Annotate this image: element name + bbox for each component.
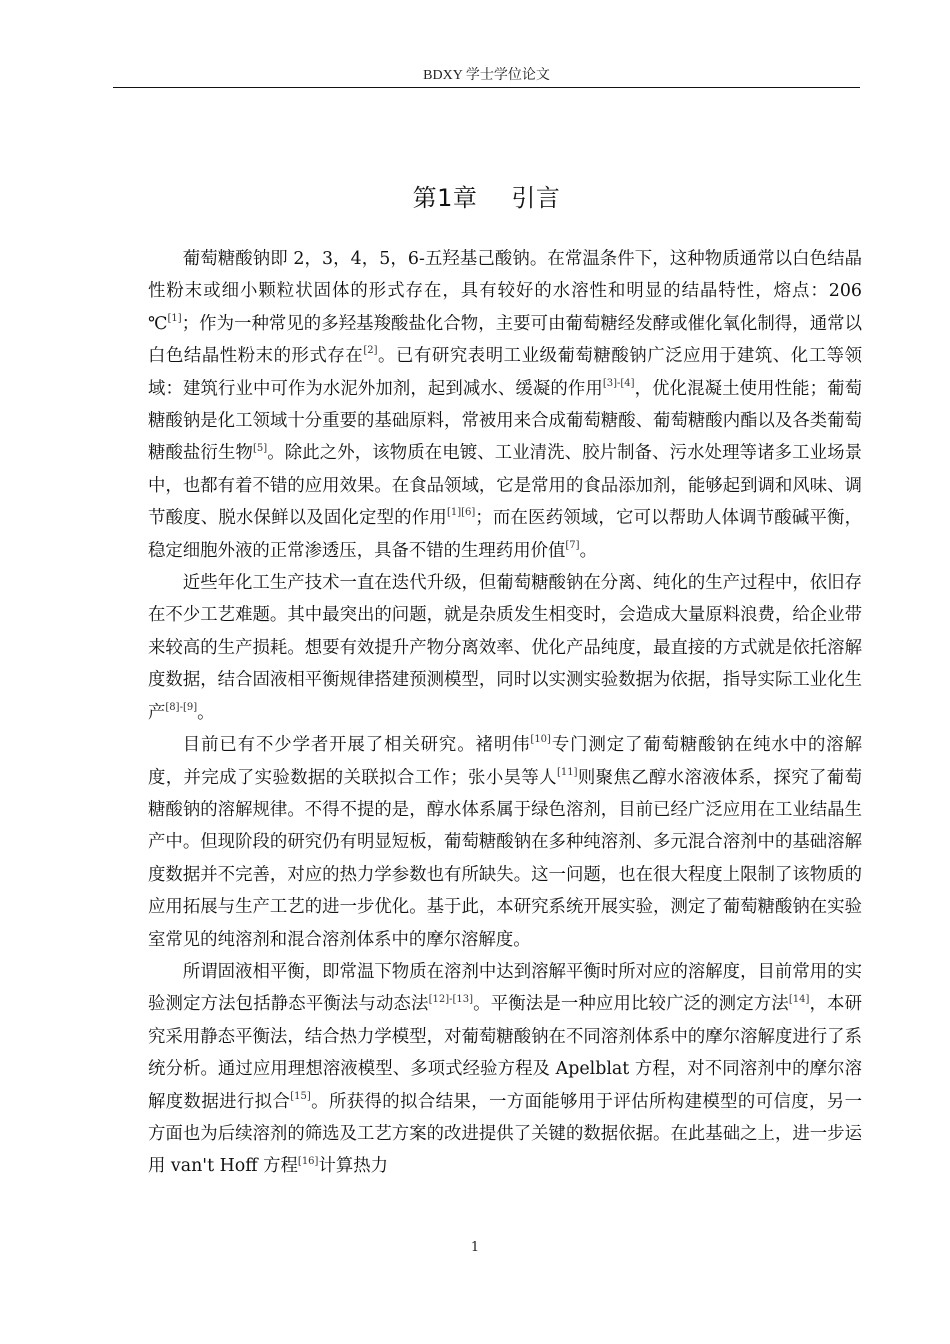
- citation-ref: [15]: [290, 1090, 311, 1102]
- body-paragraph: [148, 729, 862, 956]
- text-run: ；而在医药领域，它可以帮助人体调节酸碱平衡，稳定细胞外液的正常渗透压，具备不错的生理药用价值: [148, 508, 862, 561]
- citation-ref: [7]: [565, 539, 580, 551]
- citation-ref: [8]-[9]: [165, 701, 198, 713]
- citation-ref: [5]: [252, 442, 268, 454]
- text-run: 。: [579, 540, 597, 561]
- text-run: 则聚焦乙醇水溶液体系，探究了葡萄糖酸钠的溶解规律。不得不提的是，醇水体系属于绿色溶剂，目前已经广泛应用在工业结晶生产中。但现阶段的研究仍有明显短板，葡萄糖酸钠在多种纯溶剂、多元混合溶剂中的基础溶解度数据并不完善，对应的热力学参数也有所缺失。这一问题，也在很大程度上限制了该物质的应用拓展与生产工艺的进一步优化。基于此，本研究系统开展实验，测定了葡萄糖酸钠在实验室常见的纯溶剂和混合溶剂体系中的摩尔溶解度。: [148, 767, 862, 950]
- text-run: 。所获得的拟合结果，一方面能够用于评估所构建模型的可信度，另一方面也为后续溶剂的筛选及工艺方案的改进提供了关键的数据依据。在此基础之上，进一步运用 van't Hoff 方程: [148, 1091, 862, 1177]
- body-paragraph: [148, 956, 862, 1183]
- citation-ref: [12]-[13]: [428, 993, 474, 1005]
- citation-ref: [11]: [556, 766, 578, 778]
- header-divider: [113, 87, 860, 88]
- citation-ref: [10]: [530, 734, 551, 746]
- text-run: 。平衡法是一种应用比较广泛的测定方法: [473, 994, 789, 1015]
- text-run: 所谓固液相平衡，即常温下物质在溶剂中达到溶解平衡时所对应的溶解度，目前常用的实验测定方法包括静态平衡法与动态法: [148, 961, 862, 1015]
- chapter-number: 第1章: [412, 184, 478, 212]
- text-run: 计算热力: [318, 1156, 389, 1177]
- body-paragraph: [148, 243, 862, 567]
- text-run: 。: [197, 702, 215, 723]
- chapter-title: 引言: [511, 184, 561, 212]
- citation-ref: [14]: [788, 993, 810, 1005]
- chapter-heading: [113, 178, 860, 213]
- running-header: BDXY 学士学位论文: [423, 68, 550, 83]
- text-run: ，优化混凝土使用性能；葡萄糖酸钠是化工领域十分重要的基础原料，常被用来合成葡萄糖酸、葡萄糖酸内酯以及各类葡萄糖酸盐衍生物: [148, 378, 862, 464]
- page-number: 1: [470, 1240, 480, 1255]
- text-run: 葡萄糖酸钠即 2，3，4，5，6-五羟基己酸钠。在常温条件下，这种物质通常以白色结晶性粉末或细小颗粒状固体的形式存在，具有较好的水溶性和明显的结晶特性，熔点：206 ℃: [148, 249, 862, 334]
- text-run: 近些年化工生产技术一直在迭代升级，但葡萄糖酸钠在分离、纯化的生产过程中，依旧存在不少工艺难题。其中最突出的问题，就是杂质发生相变时，会造成大量原料浪费，给企业带来较高的生产损耗。想要有效提升产物分离效率、优化产品纯度，最直接的方式就是依托溶解度数据，结合固液相平衡规律搭建预测模型，同时以实测实验数据为依据，指导实际工业化生产: [148, 573, 862, 723]
- text-run: 。已有研究表明工业级葡萄糖酸钠广泛应用于建筑、化工等领域：建筑行业中可作为水泥外加剂，起到减水、缓凝的作用: [148, 346, 862, 399]
- text-run: ，本研究采用静态平衡法，结合热力学模型，对葡萄糖酸钠在不同溶剂体系中的摩尔溶解度进行了系统分析。通过应用理想溶液模型、多项式经验方程及 Apelblat 方程，对不同溶剂中的摩尔溶解度数据进行拟合: [148, 994, 862, 1112]
- text-run: 。除此之外，该物质在电镀、工业清洗、胶片制备、污水处理等诸多工业场景中，也都有着不错的应用效果。在食品领域，它是常用的食品添加剂，能够起到调和风味、调节酸度、脱水保鲜以及固化定型的作用: [148, 443, 862, 529]
- text-run: ；作为一种常见的多羟基羧酸盐化合物，主要可由葡萄糖经发酵或催化氧化制得，通常以白色结晶性粉末的形式存在: [148, 313, 862, 367]
- body-paragraph: [148, 567, 862, 729]
- citation-ref: [1]: [167, 313, 182, 325]
- citation-ref: [3]-[4]: [602, 377, 635, 389]
- citation-ref: [1][6]: [446, 507, 476, 519]
- body-text: [148, 243, 862, 1183]
- citation-ref: [16]: [297, 1155, 319, 1167]
- citation-ref: [2]: [363, 345, 378, 357]
- text-run: 专门测定了葡萄糖酸钠在纯水中的溶解度，并完成了实验数据的关联拟合工作；张小昊等人: [148, 735, 862, 788]
- text-run: 目前已有不少学者开展了相关研究。褚明伟: [182, 735, 531, 756]
